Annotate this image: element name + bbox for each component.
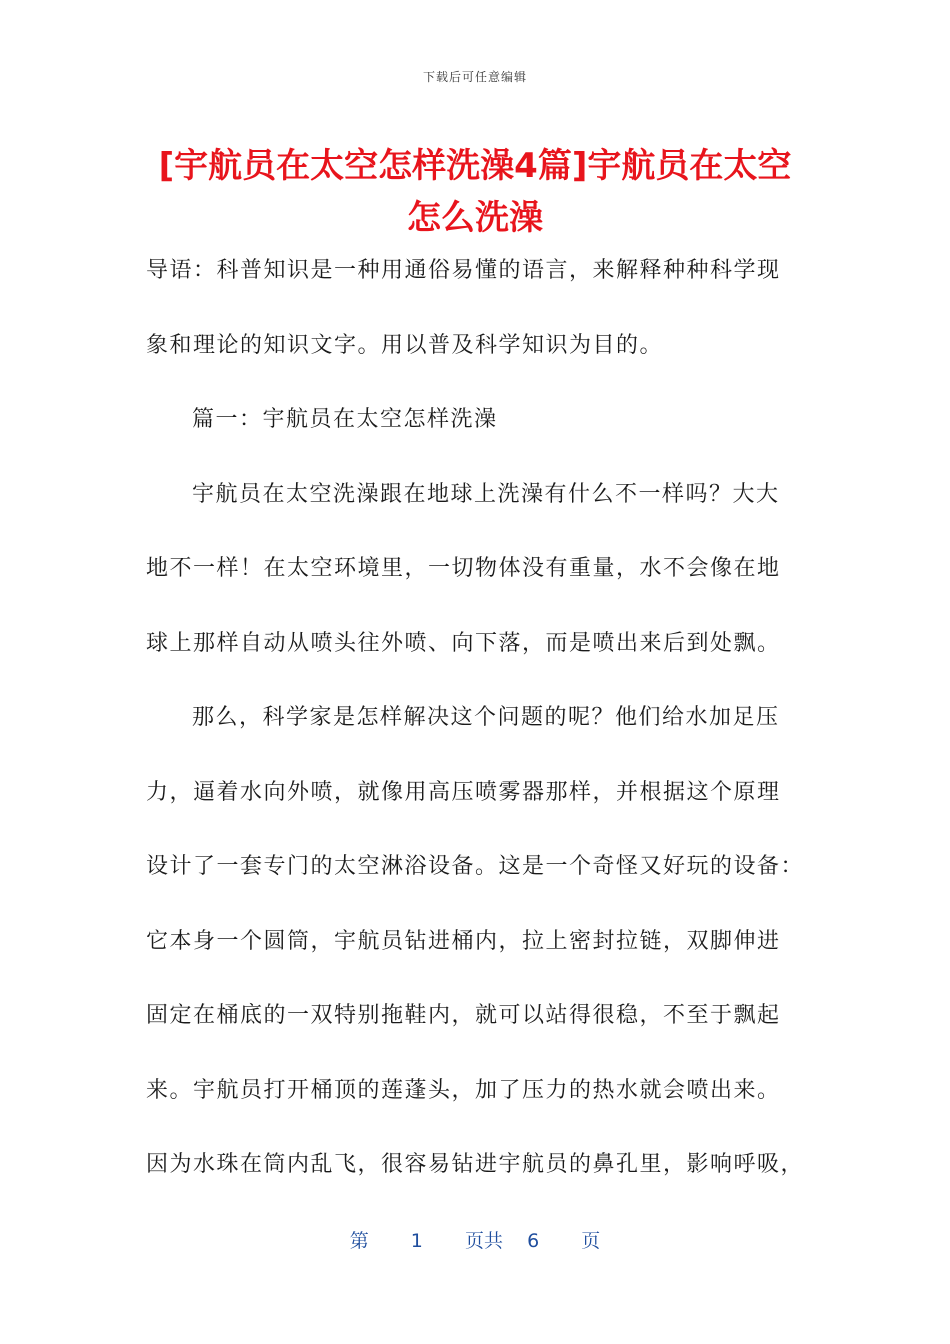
body-line: 宇航员在太空洗澡跟在地球上洗澡有什么不一样吗？大大 (192, 481, 780, 507)
header-note: 下载后可任意编辑 (422, 70, 527, 84)
body-line: 来。宇航员打开桶顶的莲蓬头，加了压力的热水就会喷出来。 (146, 1077, 781, 1103)
section-heading: 篇一：宇航员在太空怎样洗澡 (192, 407, 498, 432)
page-of: 页共 (464, 1230, 503, 1252)
title-line-2: 怎么洗澡 (407, 198, 543, 238)
body-line: 象和理论的知识文字。用以普及科学知识为目的。 (146, 332, 664, 358)
body-line: 固定在桶底的一双特别拖鞋内，就可以站得很稳，不至于飘起 (146, 1003, 781, 1028)
document-body (146, 248, 806, 1217)
body-line: 那么，科学家是怎样解决这个问题的呢？他们给水加足压 (192, 705, 780, 730)
page-total: 6 (527, 1230, 540, 1252)
page-current: 1 (410, 1230, 423, 1252)
body-line: 力，逼着水向外喷，就像用高压喷雾器那样，并根据这个原理 (146, 779, 781, 805)
body-line: 因为水珠在筒内乱飞，很容易钻进宇航员的鼻孔里，影响呼吸， (146, 1152, 805, 1177)
body-line: 地不一样！在太空环境里，一切物体没有重量，水不会像在地 (146, 556, 781, 581)
body-line: 设计了一套专门的太空淋浴设备。这是一个奇怪又好玩的设备： (146, 854, 805, 879)
page-footer (0, 1226, 950, 1253)
page-unit: 页 (581, 1230, 601, 1252)
body-line: 导语：科普知识是一种用通俗易懂的语言，来解释种种科学现 (146, 258, 781, 283)
title-line-1: [宇航员在太空怎样洗澡4篇]宇航员在太空 (158, 146, 792, 186)
body-line: 它本身一个圆筒，宇航员钻进桶内，拉上密封拉链，双脚伸进 (146, 928, 781, 954)
body-line: 球上那样自动从喷头往外喷、向下落，而是喷出来后到处飘。 (146, 630, 781, 656)
document-title (130, 140, 820, 244)
page-label: 第 (349, 1230, 369, 1252)
